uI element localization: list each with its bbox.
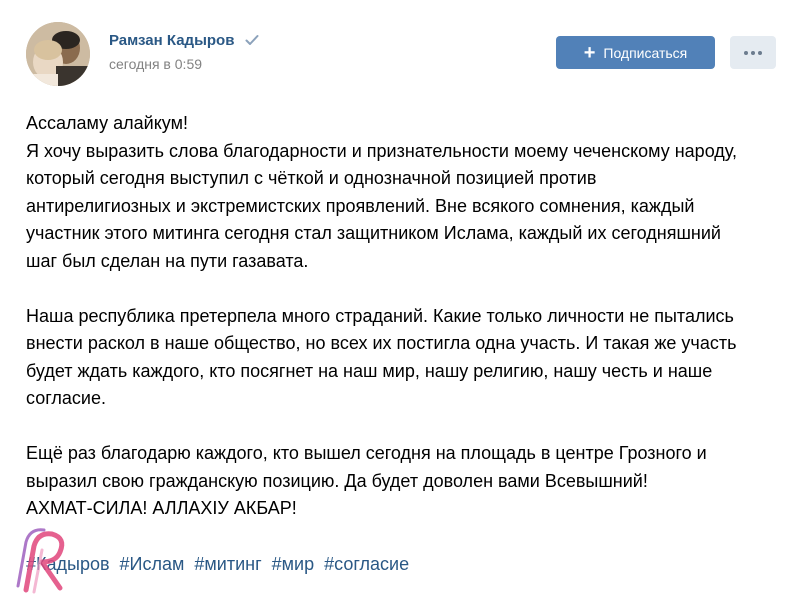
watermark-logo-icon [4,524,76,596]
hashtag-link[interactable]: #согласие [324,554,410,574]
post-line: Ещё раз благодарю каждого, кто вышел сегодня на площадь в центре Грозного и [26,443,707,463]
more-dots-icon [758,51,762,55]
subscribe-button[interactable] [556,36,715,69]
post-line: АХМАТ-СИЛА! АЛЛАХIУ АКБАР! [26,498,297,518]
post-line: Ассаламу алайкум! [26,113,188,133]
post-header [0,0,800,100]
avatar[interactable] [26,22,90,86]
paragraph-gap [26,275,786,303]
hashtags [26,551,414,578]
post-line: Наша республика претерпела много страданий. Какие только личности не пытались [26,305,734,326]
post-line: выразил свою гражданскую позицию. Да будет доволен вами Всевышний! [26,470,648,491]
post-line: будет ждать каждого, кто посягнет на наш мир, нашу религию, нашу честь и наше [26,360,713,381]
post-line: внести раскол в наше общество, но всех их постигла одна участь. И такая же участь [26,333,737,353]
verified-check-icon [245,33,259,50]
more-options-button[interactable] [730,36,776,69]
hashtag-link[interactable]: #митинг [194,554,262,574]
post-line: Я хочу выразить слова благодарности и признательности моему чеченскому народу, [26,140,738,161]
hashtag-link[interactable]: #Ислам [119,554,185,574]
post-line: участник этого митинга сегодня стал защитником Ислама, каждый их сегодняшний [26,223,721,243]
more-dots-icon [751,51,755,55]
author-name[interactable] [109,32,259,50]
post-line: шаг был сделан на пути газавата. [26,250,309,271]
post-text [26,110,786,523]
more-dots-icon [744,51,748,55]
hashtag-link[interactable]: #мир [271,554,315,574]
post-line: который сегодня выступил с чёткой и однозначной позицией против [26,168,597,188]
subscribe-label: Подписаться [603,44,688,61]
author-name-label[interactable]: Рамзан Кадыров [109,32,235,49]
hashtag-link[interactable]: #Кадыров [26,554,110,574]
post-time[interactable]: сегодня в 0:59 [109,56,203,72]
post-line: антирелигиозных и экстремистских проявлений. Вне всякого сомнения, каждый [26,195,695,216]
paragraph-gap [26,413,786,441]
post-line: согласие. [26,388,106,408]
plus-icon: + [583,41,596,64]
